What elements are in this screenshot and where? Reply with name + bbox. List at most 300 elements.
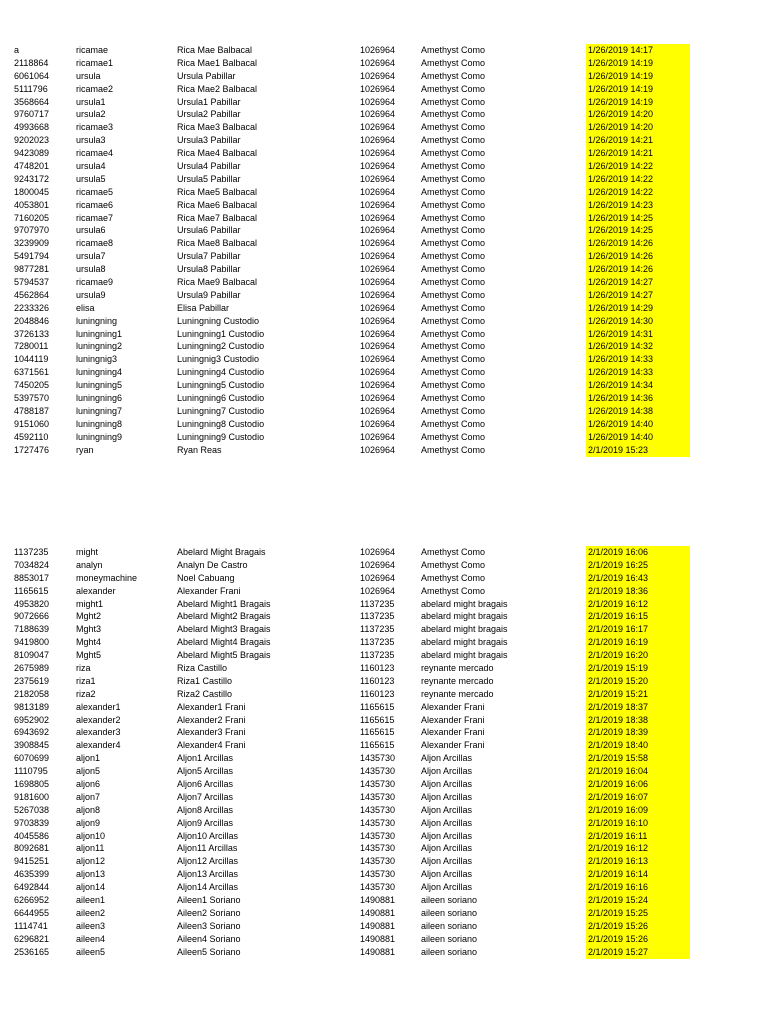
sponsor-code-cell: 1026964	[360, 212, 396, 223]
sponsor-code-cell: 1026964	[360, 302, 396, 313]
timestamp-cell: 1/26/2019 14:22	[586, 160, 690, 173]
full-name-cell: Aileen5 Soriano	[177, 946, 241, 957]
table-row	[14, 289, 694, 302]
sponsor-code-cell: 1026964	[360, 135, 396, 146]
timestamp-cell: 1/26/2019 14:23	[586, 199, 690, 212]
timestamp-cell: 1/26/2019 14:40	[586, 431, 690, 444]
full-name-cell: Luningning9 Custodio	[177, 431, 265, 442]
table-row	[14, 933, 694, 946]
table-row	[14, 57, 694, 70]
sponsor-name-cell: Amethyst Como	[421, 354, 486, 365]
username-cell: ricamae7	[76, 212, 114, 223]
sponsor-code-cell: 1026964	[360, 341, 396, 352]
sponsor-name-cell: Aljon Arcillas	[421, 791, 473, 802]
table-row	[14, 44, 694, 57]
full-name-cell: Ryan Reas	[177, 444, 222, 455]
full-name-cell: Rica Mae7 Balbacal	[177, 212, 258, 223]
sponsor-name-cell: Aljon Arcillas	[421, 882, 473, 893]
table-row	[14, 881, 694, 894]
member-id-cell: 2233326	[14, 302, 50, 313]
timestamp-cell: 1/26/2019 14:33	[586, 366, 690, 379]
timestamp-cell: 2/1/2019 15:19	[586, 662, 690, 675]
username-cell: aljon8	[76, 804, 101, 815]
sponsor-code-cell: 1435730	[360, 753, 396, 764]
table-row	[14, 237, 694, 250]
sponsor-code-cell: 1026964	[360, 199, 396, 210]
timestamp-cell: 1/26/2019 14:19	[586, 70, 690, 83]
username-cell: alexander3	[76, 727, 121, 738]
sponsor-name-cell: Aljon Arcillas	[421, 856, 473, 867]
sponsor-name-cell: Amethyst Como	[421, 70, 486, 81]
timestamp-cell: 2/1/2019 16:12	[586, 598, 690, 611]
timestamp-cell: 2/1/2019 16:15	[586, 610, 690, 623]
username-cell: ricamae8	[76, 238, 114, 249]
sponsor-code-cell: 1435730	[360, 804, 396, 815]
timestamp-cell: 1/26/2019 14:34	[586, 379, 690, 392]
table-row	[14, 830, 694, 843]
sponsor-name-cell: Amethyst Como	[421, 341, 486, 352]
username-cell: luningning4	[76, 367, 123, 378]
sponsor-name-cell: Aljon Arcillas	[421, 779, 473, 790]
sponsor-code-cell: 1435730	[360, 856, 396, 867]
username-cell: aileen3	[76, 920, 106, 931]
sponsor-name-cell: aileen soriano	[421, 895, 478, 906]
table-row	[14, 186, 694, 199]
username-cell: ursula7	[76, 251, 106, 262]
username-cell: ursula3	[76, 135, 106, 146]
sponsor-name-cell: Amethyst Como	[421, 225, 486, 236]
sponsor-code-cell: 1026964	[360, 122, 396, 133]
member-id-cell: 9202023	[14, 135, 50, 146]
member-id-cell: 1165615	[14, 585, 49, 596]
full-name-cell: Alexander3 Frani	[177, 727, 246, 738]
table-row	[14, 636, 694, 649]
username-cell: luningning6	[76, 393, 123, 404]
full-name-cell: Aljon14 Arcillas	[177, 882, 239, 893]
timestamp-cell: 2/1/2019 16:07	[586, 791, 690, 804]
username-cell: ursula1	[76, 96, 106, 107]
timestamp-cell: 2/1/2019 15:20	[586, 675, 690, 688]
member-id-cell: 1137235	[14, 547, 49, 557]
member-id-cell: 6644955	[14, 907, 50, 918]
sponsor-code-cell: 1026964	[360, 405, 396, 416]
username-cell: ricamae1	[76, 57, 114, 68]
sponsor-name-cell: abelard might bragais	[421, 598, 508, 609]
full-name-cell: Alexander1 Frani	[177, 701, 246, 712]
username-cell: riza2	[76, 688, 96, 699]
timestamp-cell: 1/26/2019 14:17	[586, 44, 690, 57]
username-cell: moneymachine	[76, 572, 138, 583]
username-cell: luningnig3	[76, 354, 118, 365]
username-cell: luningning2	[76, 341, 123, 352]
member-id-cell: 5491794	[14, 251, 50, 262]
member-id-cell: 9760717	[14, 109, 50, 120]
table-row	[14, 855, 694, 868]
sponsor-name-cell: Amethyst Como	[421, 251, 486, 262]
full-name-cell: Ursula2 Pabillar	[177, 109, 241, 120]
username-cell: riza	[76, 663, 91, 674]
member-id-cell: 4592110	[14, 431, 49, 442]
member-id-cell: 1698805	[14, 779, 50, 790]
table-block-upper	[14, 44, 694, 457]
timestamp-cell: 2/1/2019 16:17	[586, 623, 690, 636]
sponsor-code-cell: 1435730	[360, 869, 396, 880]
sponsor-code-cell: 1490881	[360, 946, 396, 957]
timestamp-cell: 2/1/2019 16:16	[586, 881, 690, 894]
username-cell: aljon6	[76, 779, 101, 790]
sponsor-code-cell: 1435730	[360, 882, 396, 893]
full-name-cell: Rica Mae8 Balbacal	[177, 238, 258, 249]
sponsor-code-cell: 1435730	[360, 843, 396, 854]
full-name-cell: Ursula4 Pabillar	[177, 161, 241, 172]
timestamp-cell: 1/26/2019 14:40	[586, 418, 690, 431]
timestamp-cell: 1/26/2019 14:26	[586, 237, 690, 250]
table-row	[14, 946, 694, 959]
timestamp-cell: 1/26/2019 14:19	[586, 57, 690, 70]
member-id-cell: 9813189	[14, 701, 50, 712]
table-row	[14, 714, 694, 727]
table-row	[14, 701, 694, 714]
timestamp-cell: 1/26/2019 14:32	[586, 340, 690, 353]
sponsor-name-cell: reynante mercado	[421, 688, 494, 699]
member-id-cell: 2048846	[14, 315, 50, 326]
full-name-cell: Abelard Might Bragais	[177, 547, 266, 557]
username-cell: luningning5	[76, 380, 123, 391]
username-cell: ursula5	[76, 173, 106, 184]
member-id-cell: 9151060	[14, 418, 50, 429]
table-row	[14, 83, 694, 96]
timestamp-cell: 1/26/2019 14:22	[586, 186, 690, 199]
sponsor-name-cell: reynante mercado	[421, 663, 494, 674]
sponsor-code-cell: 1435730	[360, 830, 396, 841]
member-id-cell: 3908845	[14, 740, 50, 751]
member-id-cell: 6492844	[14, 882, 50, 893]
table-row	[14, 328, 694, 341]
timestamp-cell: 1/26/2019 14:19	[586, 83, 690, 96]
username-cell: alexander1	[76, 701, 121, 712]
sponsor-name-cell: abelard might bragais	[421, 611, 508, 622]
member-id-cell: 9415251	[14, 856, 50, 867]
timestamp-cell: 1/26/2019 14:25	[586, 224, 690, 237]
sponsor-name-cell: Amethyst Como	[421, 431, 486, 442]
table-row	[14, 302, 694, 315]
sponsor-name-cell: Alexander Frani	[421, 740, 485, 751]
timestamp-cell: 2/1/2019 16:06	[586, 546, 690, 559]
sponsor-code-cell: 1026964	[360, 418, 396, 429]
member-id-cell: 9419800	[14, 637, 50, 648]
full-name-cell: Alexander Frani	[177, 585, 241, 596]
sponsor-code-cell: 1165615	[360, 714, 395, 725]
sponsor-name-cell: Aljon Arcillas	[421, 817, 473, 828]
sponsor-code-cell: 1137235	[360, 611, 395, 622]
member-id-cell: 9707970	[14, 225, 50, 236]
table-row	[14, 623, 694, 636]
full-name-cell: Alexander2 Frani	[177, 714, 246, 725]
sponsor-code-cell: 1490881	[360, 933, 396, 944]
sponsor-code-cell: 1490881	[360, 920, 396, 931]
member-id-cell: 4788187	[14, 405, 50, 416]
sponsor-code-cell: 1435730	[360, 791, 396, 802]
username-cell: riza1	[76, 675, 96, 686]
sponsor-code-cell: 1160123	[360, 663, 395, 674]
sponsor-name-cell: Alexander Frani	[421, 727, 485, 738]
sponsor-name-cell: reynante mercado	[421, 675, 494, 686]
sponsor-code-cell: 1026964	[360, 161, 396, 172]
sponsor-name-cell: Aljon Arcillas	[421, 869, 473, 880]
sponsor-code-cell: 1490881	[360, 907, 396, 918]
member-id-cell: a	[14, 45, 20, 55]
table-row	[14, 739, 694, 752]
timestamp-cell: 2/1/2019 16:19	[586, 636, 690, 649]
full-name-cell: Aileen4 Soriano	[177, 933, 241, 944]
username-cell: Mght2	[76, 611, 102, 622]
member-id-cell: 6296821	[14, 933, 50, 944]
full-name-cell: Aileen3 Soriano	[177, 920, 241, 931]
sponsor-name-cell: Amethyst Como	[421, 444, 486, 455]
member-id-cell: 5794537	[14, 277, 50, 288]
sponsor-name-cell: Aljon Arcillas	[421, 804, 473, 815]
username-cell: luningning1	[76, 328, 123, 339]
table-row	[14, 160, 694, 173]
table-row	[14, 752, 694, 765]
timestamp-cell: 2/1/2019 15:21	[586, 688, 690, 701]
member-id-cell: 5267038	[14, 804, 50, 815]
sponsor-code-cell: 1137235	[360, 598, 395, 609]
sponsor-name-cell: Amethyst Como	[421, 405, 486, 416]
sponsor-name-cell: Aljon Arcillas	[421, 753, 473, 764]
timestamp-cell: 1/26/2019 14:26	[586, 263, 690, 276]
table-row	[14, 108, 694, 121]
table-row	[14, 366, 694, 379]
sponsor-code-cell: 1435730	[360, 766, 396, 777]
timestamp-cell: 2/1/2019 15:23	[586, 444, 690, 457]
sponsor-name-cell: Amethyst Como	[421, 315, 486, 326]
table-row	[14, 868, 694, 881]
timestamp-cell: 1/26/2019 14:33	[586, 353, 690, 366]
sponsor-name-cell: Amethyst Como	[421, 135, 486, 146]
member-id-cell: 5111796	[14, 83, 48, 94]
sponsor-name-cell: Amethyst Como	[421, 328, 486, 339]
username-cell: ursula9	[76, 289, 106, 300]
sponsor-name-cell: Amethyst Como	[421, 161, 486, 172]
member-id-cell: 4045586	[14, 830, 50, 841]
username-cell: analyn	[76, 559, 103, 570]
member-id-cell: 1800045	[14, 186, 50, 197]
full-name-cell: Luningning5 Custodio	[177, 380, 265, 391]
timestamp-cell: 2/1/2019 15:27	[586, 946, 690, 959]
timestamp-cell: 1/26/2019 14:38	[586, 405, 690, 418]
member-id-cell: 4993668	[14, 122, 50, 133]
member-id-cell: 7188639	[14, 624, 50, 635]
sponsor-name-cell: Amethyst Como	[421, 83, 486, 94]
sponsor-name-cell: aileen soriano	[421, 946, 478, 957]
username-cell: ursula8	[76, 264, 106, 275]
full-name-cell: Analyn De Castro	[177, 559, 248, 570]
username-cell: aljon1	[76, 753, 101, 764]
username-cell: ursula6	[76, 225, 106, 236]
sponsor-code-cell: 1026964	[360, 83, 396, 94]
table-row	[14, 96, 694, 109]
username-cell: ursula2	[76, 109, 106, 120]
sponsor-code-cell: 1026964	[360, 96, 396, 107]
full-name-cell: Aljon11 Arcillas	[177, 843, 238, 854]
table-row	[14, 778, 694, 791]
sponsor-code-cell: 1026964	[360, 393, 396, 404]
full-name-cell: Riza Castillo	[177, 663, 228, 674]
full-name-cell: Abelard Might5 Bragais	[177, 650, 271, 661]
member-id-cell: 6943692	[14, 727, 50, 738]
sponsor-name-cell: Alexander Frani	[421, 714, 485, 725]
full-name-cell: Noel Cabuang	[177, 572, 235, 583]
sponsor-name-cell: Amethyst Como	[421, 173, 486, 184]
member-id-cell: 4053801	[14, 199, 50, 210]
username-cell: aljon12	[76, 856, 106, 867]
sponsor-name-cell: Amethyst Como	[421, 572, 486, 583]
member-id-cell: 1110795	[14, 766, 48, 777]
table-row	[14, 431, 694, 444]
sponsor-code-cell: 1026964	[360, 354, 396, 365]
sponsor-code-cell: 1026964	[360, 572, 396, 583]
sponsor-code-cell: 1026964	[360, 585, 396, 596]
member-id-cell: 4635399	[14, 869, 50, 880]
table-row	[14, 559, 694, 572]
timestamp-cell: 2/1/2019 16:04	[586, 765, 690, 778]
full-name-cell: Abelard Might4 Bragais	[177, 637, 271, 648]
username-cell: Mght3	[76, 624, 102, 635]
full-name-cell: Aileen2 Soriano	[177, 907, 241, 918]
table-row	[14, 147, 694, 160]
member-id-cell: 2675989	[14, 663, 50, 674]
sponsor-name-cell: abelard might bragais	[421, 637, 508, 648]
timestamp-cell: 1/26/2019 14:29	[586, 302, 690, 315]
full-name-cell: Aljon6 Arcillas	[177, 779, 234, 790]
username-cell: luningning	[76, 315, 118, 326]
table-row	[14, 842, 694, 855]
username-cell: alexander	[76, 585, 116, 596]
sponsor-name-cell: Amethyst Como	[421, 559, 486, 570]
timestamp-cell: 1/26/2019 14:22	[586, 173, 690, 186]
username-cell: ursula	[76, 70, 101, 81]
table-row	[14, 70, 694, 83]
table-row	[14, 649, 694, 662]
sponsor-code-cell: 1137235	[360, 650, 395, 661]
timestamp-cell: 2/1/2019 16:14	[586, 868, 690, 881]
full-name-cell: Ursula1 Pabillar	[177, 96, 241, 107]
member-id-cell: 2375619	[14, 675, 50, 686]
member-id-cell: 4562864	[14, 289, 50, 300]
username-cell: elisa	[76, 302, 95, 313]
full-name-cell: Aljon12 Arcillas	[177, 856, 239, 867]
full-name-cell: Aljon5 Arcillas	[177, 766, 234, 777]
username-cell: might	[76, 547, 99, 557]
sponsor-name-cell: abelard might bragais	[421, 650, 508, 661]
sponsor-code-cell: 1165615	[360, 727, 395, 738]
full-name-cell: Riza1 Castillo	[177, 675, 233, 686]
username-cell: ricamae5	[76, 186, 114, 197]
sponsor-name-cell: Amethyst Como	[421, 199, 486, 210]
timestamp-cell: 2/1/2019 15:58	[586, 752, 690, 765]
username-cell: ricamae	[76, 45, 109, 55]
username-cell: aljon11	[76, 843, 105, 854]
sponsor-name-cell: Amethyst Como	[421, 238, 486, 249]
username-cell: aljon7	[76, 791, 101, 802]
sponsor-name-cell: Amethyst Como	[421, 277, 486, 288]
sponsor-code-cell: 1490881	[360, 895, 396, 906]
table-row	[14, 817, 694, 830]
username-cell: ricamae3	[76, 122, 114, 133]
table-row	[14, 173, 694, 186]
table-row	[14, 224, 694, 237]
member-id-cell: 6952902	[14, 714, 50, 725]
sponsor-name-cell: Alexander Frani	[421, 701, 485, 712]
full-name-cell: Ursula6 Pabillar	[177, 225, 241, 236]
username-cell: aljon5	[76, 766, 101, 777]
username-cell: luningning7	[76, 405, 123, 416]
full-name-cell: Aljon13 Arcillas	[177, 869, 239, 880]
sponsor-name-cell: aileen soriano	[421, 907, 478, 918]
sponsor-name-cell: abelard might bragais	[421, 624, 508, 635]
sponsor-name-cell: Amethyst Como	[421, 96, 486, 107]
timestamp-cell: 2/1/2019 16:12	[586, 842, 690, 855]
full-name-cell: Ursula Pabillar	[177, 70, 236, 81]
full-name-cell: Luningning7 Custodio	[177, 405, 265, 416]
member-id-cell: 3239909	[14, 238, 50, 249]
member-id-cell: 9877281	[14, 264, 50, 275]
member-id-cell: 4748201	[14, 161, 50, 172]
table-row	[14, 894, 694, 907]
sponsor-name-cell: Amethyst Como	[421, 57, 486, 68]
full-name-cell: Rica Mae5 Balbacal	[177, 186, 258, 197]
username-cell: ursula4	[76, 161, 106, 172]
member-id-cell: 8092681	[14, 843, 50, 854]
sponsor-code-cell: 1137235	[360, 637, 395, 648]
member-id-cell: 3726133	[14, 328, 50, 339]
username-cell: aljon10	[76, 830, 106, 841]
timestamp-cell: 1/26/2019 14:36	[586, 392, 690, 405]
full-name-cell: Aljon9 Arcillas	[177, 817, 234, 828]
timestamp-cell: 2/1/2019 15:26	[586, 933, 690, 946]
sponsor-code-cell: 1026964	[360, 186, 396, 197]
member-id-cell: 9703839	[14, 817, 50, 828]
table-row	[14, 765, 694, 778]
timestamp-cell: 1/26/2019 14:25	[586, 212, 690, 225]
table-row	[14, 726, 694, 739]
timestamp-cell: 2/1/2019 15:25	[586, 907, 690, 920]
timestamp-cell: 1/26/2019 14:27	[586, 289, 690, 302]
sponsor-code-cell: 1026964	[360, 70, 396, 81]
table-row	[14, 920, 694, 933]
username-cell: ricamae6	[76, 199, 114, 210]
timestamp-cell: 2/1/2019 16:13	[586, 855, 690, 868]
sponsor-code-cell: 1026964	[360, 559, 396, 570]
sponsor-code-cell: 1026964	[360, 251, 396, 262]
sponsor-name-cell: Amethyst Como	[421, 264, 486, 275]
member-id-cell: 6266952	[14, 895, 50, 906]
sponsor-code-cell: 1026964	[360, 109, 396, 120]
full-name-cell: Luningning6 Custodio	[177, 393, 265, 404]
sponsor-code-cell: 1026964	[360, 444, 396, 455]
table-row	[14, 444, 694, 457]
table-row	[14, 598, 694, 611]
table-row	[14, 610, 694, 623]
full-name-cell: Riza2 Castillo	[177, 688, 233, 699]
sponsor-name-cell: Amethyst Como	[421, 418, 486, 429]
timestamp-cell: 2/1/2019 18:36	[586, 585, 690, 598]
username-cell: might1	[76, 598, 104, 609]
timestamp-cell: 1/26/2019 14:21	[586, 147, 690, 160]
full-name-cell: Luningning1 Custodio	[177, 328, 265, 339]
timestamp-cell: 2/1/2019 16:20	[586, 649, 690, 662]
